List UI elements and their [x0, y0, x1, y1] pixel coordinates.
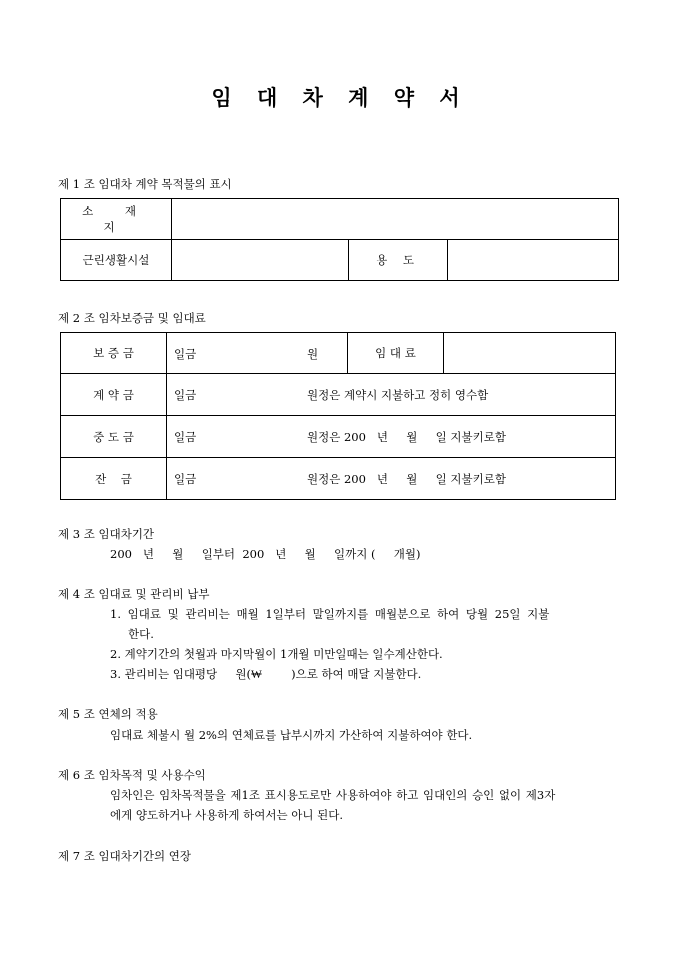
- amount-suffix: 원정은 200 년 월 일 지불키로함: [307, 430, 506, 444]
- article-4-item-2: 2. 계약기간의 첫월과 마지막월이 1개월 미만일때는 일수계산한다.: [110, 647, 443, 661]
- property-table: [60, 198, 619, 281]
- article-2-heading: 제 2 조 임차보증금 및 임대료: [58, 311, 206, 325]
- table-row: [61, 374, 616, 416]
- article-6-text-1: 임차인은 임차목적물을 제1조 표시용도로만 사용하여야 하고 임대인의 승인 없이 제3자: [110, 788, 556, 802]
- table-row: [61, 333, 616, 374]
- contract-deposit-label: 계 약 금: [61, 374, 167, 416]
- balance-field[interactable]: [167, 458, 616, 500]
- interim-payment-field[interactable]: [167, 416, 616, 458]
- article-4-item-1-cont: 한다.: [128, 627, 154, 641]
- location-field[interactable]: [172, 199, 619, 240]
- lease-period-text: 200 년 월 일부터 200 년 월 일까지 ( 개월): [110, 547, 421, 561]
- deposit-amount-field[interactable]: [167, 333, 348, 374]
- contract-deposit-field[interactable]: [167, 374, 616, 416]
- article-6-heading: 제 6 조 임차목적 및 사용수익: [58, 768, 206, 782]
- usage-label: 용 도: [349, 240, 448, 281]
- amount-suffix: 원정은 계약시 지불하고 정히 영수함: [307, 388, 489, 402]
- amount-prefix: 일금: [174, 430, 197, 444]
- location-label: 소 재 지: [61, 199, 172, 240]
- balance-label: 잔 금: [61, 458, 167, 500]
- usage-field[interactable]: [448, 240, 619, 281]
- article-7-heading: 제 7 조 임대차기간의 연장: [58, 849, 192, 863]
- table-row: [61, 416, 616, 458]
- article-1-heading: 제 1 조 임대차 계약 목적물의 표시: [58, 177, 232, 191]
- article-5-text: 임대료 체불시 월 2%의 연체료를 납부시까지 가산하여 지불하여야 한다.: [110, 728, 473, 742]
- interim-payment-label: 중 도 금: [61, 416, 167, 458]
- amount-prefix: 일금: [174, 347, 197, 361]
- amount-prefix: 일금: [174, 388, 197, 402]
- deposit-label: 보 증 금: [61, 333, 167, 374]
- article-4-item-1: 1. 임대료 및 관리비는 매월 1일부터 말일까지를 매월분으로 하여 당월 25일 지불: [110, 607, 550, 621]
- rent-label: 임 대 료: [348, 333, 444, 374]
- amount-prefix: 일금: [174, 472, 197, 486]
- article-4-item-3: 3. 관리비는 임대평당 원(₩ )으로 하여 매달 지불한다.: [110, 667, 422, 681]
- article-5-heading: 제 5 조 연체의 적용: [58, 707, 158, 721]
- amount-suffix: 원: [307, 347, 319, 361]
- facility-label: 근린생활시설: [61, 240, 172, 281]
- article-3-heading: 제 3 조 임대차기간: [58, 527, 155, 541]
- article-6-text-2: 에게 양도하거나 사용하게 하여서는 아니 된다.: [110, 808, 344, 822]
- document-title: 임 대 차 계 약 서: [211, 85, 469, 110]
- facility-field[interactable]: [172, 240, 349, 281]
- amount-suffix: 원정은 200 년 월 일 지불키로함: [307, 472, 506, 486]
- rent-field[interactable]: [444, 333, 616, 374]
- table-row: [61, 458, 616, 500]
- article-4-heading: 제 4 조 임대료 및 관리비 납부: [58, 587, 210, 601]
- payment-table: [60, 332, 616, 500]
